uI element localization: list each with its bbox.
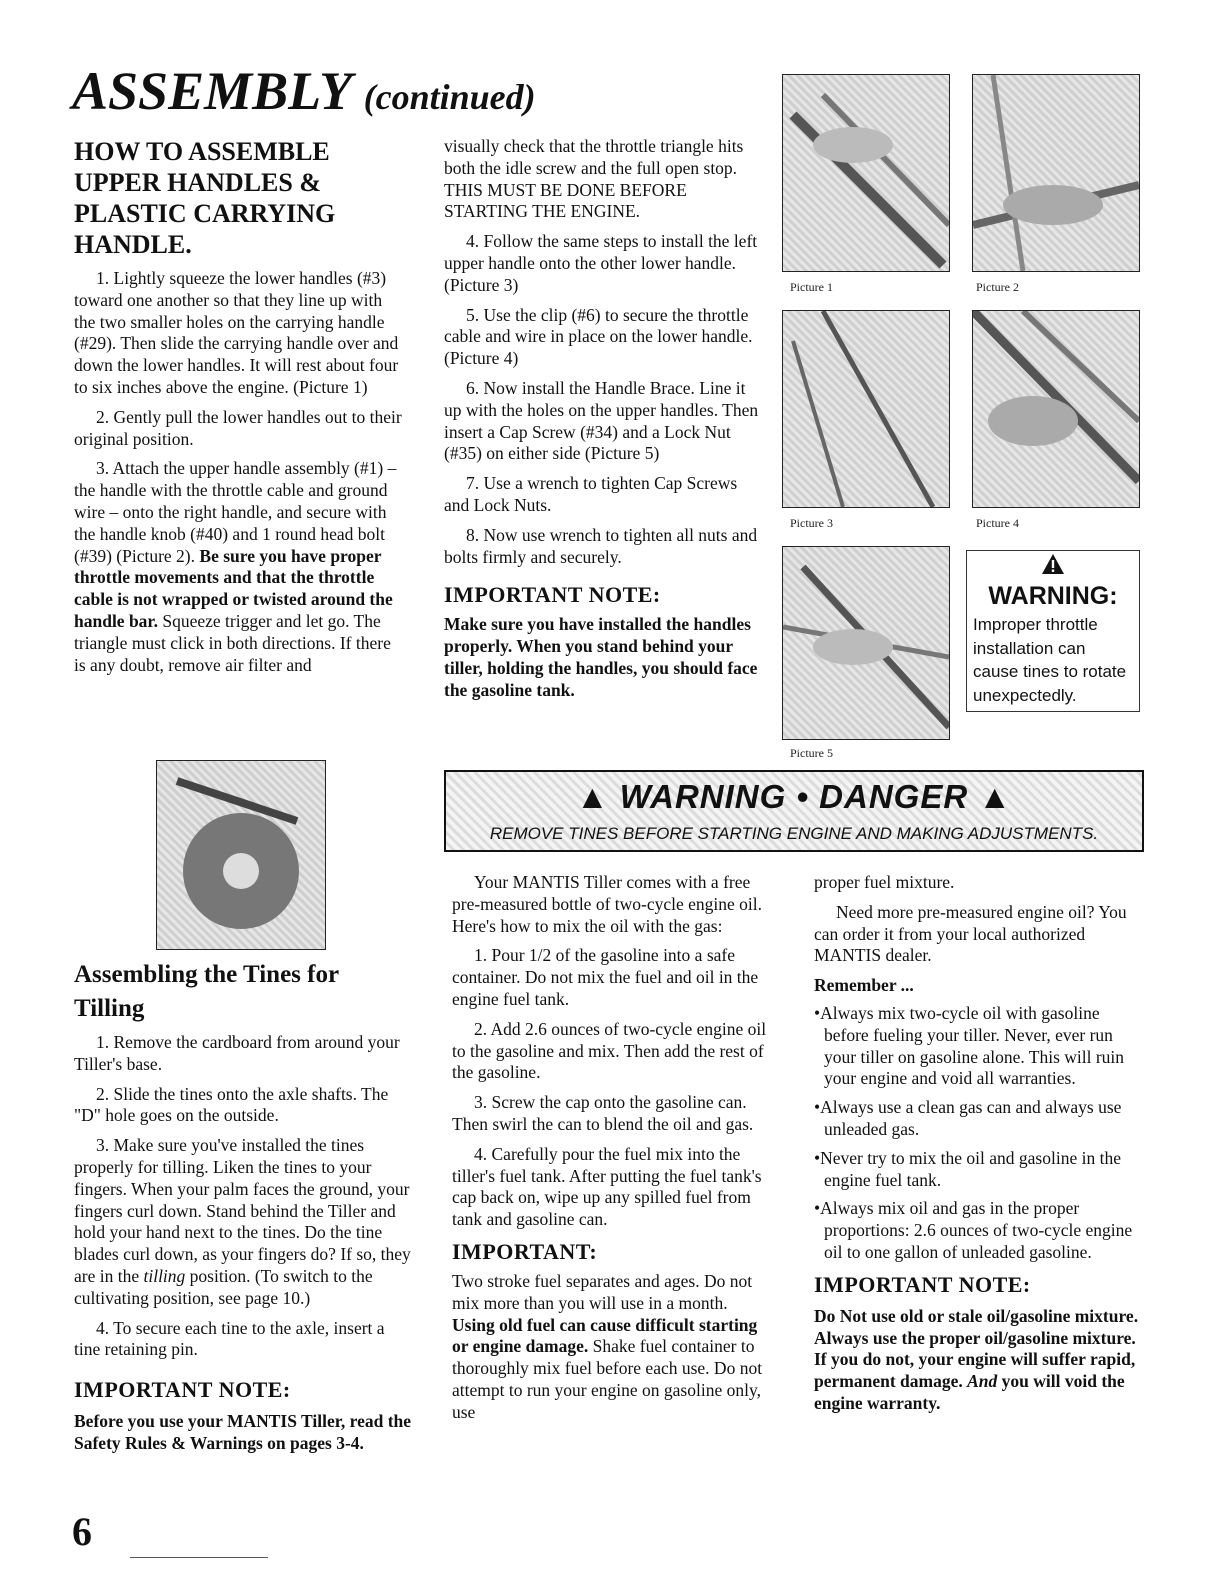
list-item: •Always mix oil and gas in the proper proportions: 2.6 ounces of two-cycle engine oil to one gallon of unleaded gasoline. (814, 1198, 1133, 1262)
warning-triangle-icon (967, 553, 1139, 580)
danger-title: ▲ WARNING • DANGER ▲ (575, 778, 1013, 815)
step-2: 2. Gently pull the lower handles out to their original position. (74, 406, 402, 449)
section-tines (74, 958, 414, 1463)
danger-text: REMOVE TINES BEFORE STARTING ENGINE AND MAKING ADJUSTMENTS. (489, 824, 1099, 843)
remember-heading: Remember ... (814, 975, 914, 996)
list-item: •Never try to mix the oil and gasoline in the engine fuel tank. (814, 1147, 1121, 1190)
tines-step-1: 1. Remove the cardboard from around your Tiller's base. (74, 1032, 400, 1074)
fuel-intro: Your MANTIS Tiller comes with a free pre-measured bottle of two-cycle engine oil. Here's how to mix the oil with the gas: (452, 872, 763, 936)
important-note-heading: IMPORTANT NOTE: (444, 582, 661, 608)
tines-important-note-heading: IMPORTANT NOTE: (74, 1377, 291, 1403)
more-oil-text: Need more pre-measured engine oil? You can order it from your local authorized MANTIS dealer. (814, 901, 1127, 966)
picture-4-caption: Picture 4 (976, 516, 1019, 530)
fuel-important-note-heading: IMPORTANT NOTE: (814, 1271, 1031, 1297)
step-7: 7. Use a wrench to tighten Cap Screws and Lock Nuts. (444, 473, 738, 515)
list-item: •Always mix two-cycle oil with gasoline before fueling your tiller. Never, ever run your tiller on gasoline alone. This will ruin your engine and void all warranties. (814, 1002, 1125, 1089)
section-fuel-col2 (452, 872, 770, 1432)
tines-important-note-text: Before you use your MANTIS Tiller, read the Safety Rules & Warnings on pages 3-4. (74, 1411, 412, 1453)
picture-2-image (972, 74, 1140, 272)
picture-5-image (782, 546, 950, 740)
important-note-text: Make sure you have installed the handles properly. When you stand behind your tiller, holding the handles, you should face the gasoline tank. (444, 614, 758, 700)
section-heading-tines: Assembling the Tines for Tilling (74, 961, 340, 1022)
footer-divider (130, 1557, 268, 1558)
warning-title: WARNING: (988, 582, 1118, 610)
fuel-important-note-text: Do Not use old or stale oil/gasoline mixture. Always use the proper oil/gasoline mixture. If you do not, your engine will suffer rapid, permanent damage. And you will void the engine warranty. (814, 1305, 1139, 1413)
fuel-important-text: Two stroke fuel separates and ages. Do not mix more than you will use in a month. Using old fuel can cause difficult starting or engine damage. Shake fuel container to thoroughly mix fuel before each use. Do not attempt to run your engine on gasoline only, use (452, 1270, 763, 1422)
picture-5-caption: Picture 5 (790, 746, 833, 760)
step-3-continued: visually check that the throttle triangle hits both the idle screw and the full open stop. THIS MUST BE DONE BEFORE STARTING THE ENGINE. (444, 136, 744, 222)
fuel-step-2: 2. Add 2.6 ounces of two-cycle engine oil to the gasoline and mix. Then add the rest of the gasoline. (452, 1018, 767, 1083)
danger-banner (444, 770, 1144, 852)
step-1: 1. Lightly squeeze the lower handles (#3) toward one another so that they line up with the two smaller holes on the carrying handle (#29). Then slide the carrying handle over and down the lower handles. It will rest about four to six inches above the engine. (Picture 1) (74, 268, 399, 397)
warning-triangle-icon: ▲ (575, 778, 610, 815)
step-3: 3. Attach the upper handle assembly (#1) – the handle with the throttle cable and ground wire – onto the right handle, and secure with the handle knob (#40) and 1 round head bolt (#39) (Picture 2). Be sure you have proper throttle movements and that the throttle cable is not wrapped or twisted around the handle bar. Squeeze trigger and let go. The triangle must click in both directions. If there is any doubt, remove air filter and (74, 458, 397, 675)
warning-text: Improper throttle installation can cause tines to rotate unexpectedly. (973, 615, 1127, 705)
warning-box (966, 550, 1140, 712)
warning-triangle-icon: ▲ (978, 778, 1013, 815)
page-number: 6 (72, 1509, 92, 1554)
section-fuel-col3 (814, 872, 1142, 1423)
section-upper-handles-col1 (74, 136, 404, 684)
step-6: 6. Now install the Handle Brace. Line it up with the holes on the upper handles. Then insert a Cap Screw (#34) and a Lock Nut (#35) on either side (Picture 5) (444, 377, 759, 464)
page-title: ASSEMBLY (continued) (72, 61, 536, 121)
picture-1-caption: Picture 1 (790, 280, 833, 294)
page-subtitle: (continued) (363, 77, 536, 117)
step-5: 5. Use the clip (#6) to secure the throttle cable and wire in place on the lower handle. (Picture 4) (444, 304, 753, 369)
tines-step-4: 4. To secure each tine to the axle, insert a tine retaining pin. (74, 1317, 385, 1360)
fuel-step-1: 1. Pour 1/2 of the gasoline into a safe container. Do not mix the fuel and oil in the engine fuel tank. (452, 945, 759, 1009)
step-4: 4. Follow the same steps to install the left upper handle onto the other lower handle. (Picture 3) (444, 231, 758, 295)
remember-list (814, 1003, 1142, 1264)
tines-photo (156, 760, 326, 950)
picture-3-caption: Picture 3 (790, 516, 833, 530)
fuel-important-heading: IMPORTANT: (452, 1238, 598, 1264)
picture-1-image (782, 74, 950, 272)
picture-2-caption: Picture 2 (976, 280, 1019, 294)
step-8: 8. Now use wrench to tighten all nuts and bolts firmly and securely. (444, 524, 758, 567)
picture-3-image (782, 310, 950, 508)
fuel-step-4: 4. Carefully pour the fuel mix into the tiller's fuel tank. After putting the fuel tank's cap back on, wipe up any spilled fuel from tank and gasoline can. (452, 1143, 762, 1230)
list-item: •Always use a clean gas can and always use unleaded gas. (814, 1097, 1122, 1139)
section-upper-handles-col2 (444, 136, 766, 710)
fuel-step-3: 3. Screw the cap onto the gasoline can. Then swirl the can to blend the oil and gas. (452, 1092, 754, 1134)
tines-step-3: 3. Make sure you've installed the tines properly for tilling. Liken the tines to your fingers. When your palm faces the ground, your fingers curl down. Stand behind the Tiller and hold your hand next to the tines. Do the tine blades curl down, as your fingers do? If so, they are in the tilling position. (To switch to the cultivating position, see page 10.) (74, 1135, 411, 1308)
tines-step-2: 2. Slide the tines onto the axle shafts. The "D" hole goes on the outside. (74, 1083, 389, 1126)
picture-4-image (972, 310, 1140, 508)
section-heading-upper-handles: HOW TO ASSEMBLE UPPER HANDLES & PLASTIC CARRYING HANDLE. (74, 137, 336, 259)
fuel-important-continued: proper fuel mixture. (814, 872, 955, 892)
